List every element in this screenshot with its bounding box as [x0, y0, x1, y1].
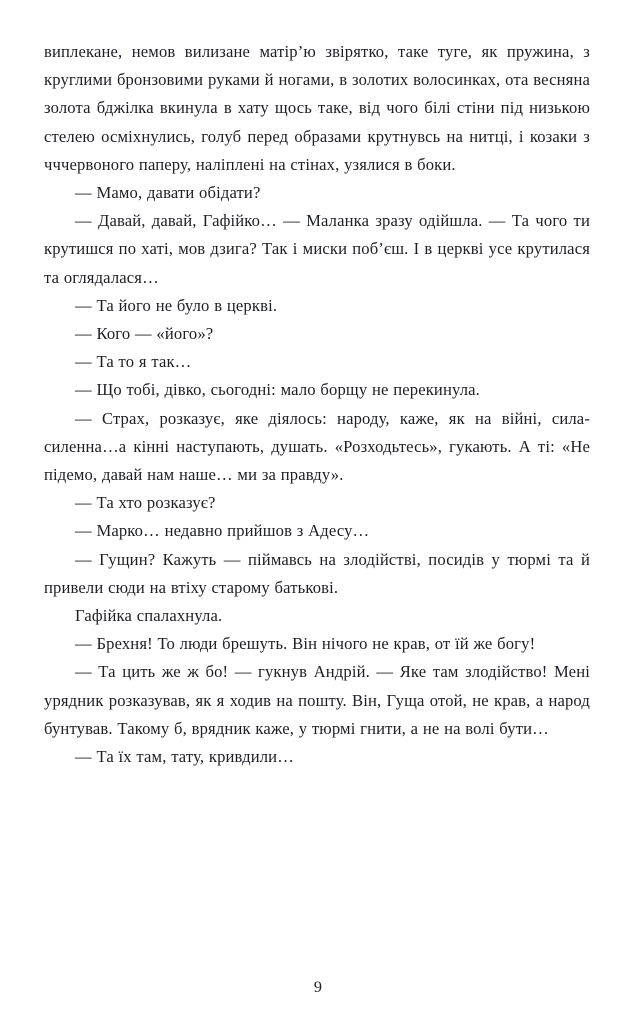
paragraph: — Страх, розказує, яке діялось: народу, каже, як на війні, сила-силенна…а кінні наступають, душать. «Розходьтесь», гукають. А ті: «Не підемо, давай нам наше… ми за правду».: [44, 408, 590, 485]
paragraph: — Брехня! То люди брешуть. Він нічого не крав, от їй же богу!: [75, 634, 536, 654]
paragraph: — Гущин? Кажуть — піймавсь на злодійстві, посидів у тюрмі та й привели сюди на втіху старому батькові.: [44, 549, 590, 597]
paragraph: — Що тобі, дівко, сьогодні: мало борщу не перекинула.: [75, 380, 480, 400]
paragraph: Гафійка спалахнула.: [75, 606, 223, 626]
paragraph: — Кого — «його»?: [75, 324, 214, 344]
page-number: 9: [313, 978, 323, 996]
paragraph: — Марко… недавно прийшов з Адесу…: [75, 521, 370, 541]
paragraph: — Та їх там, тату, кривдили…: [75, 747, 294, 767]
paragraph: — Та хто розказує?: [75, 493, 216, 513]
paragraph: — Мамо, давати обідати?: [75, 183, 261, 203]
paragraph: — Та його не було в церкві.: [75, 295, 278, 315]
paragraph: — Та цить же ж бо! — гукнув Андрій. — Яке там злодійство! Мені урядник розказував, як я ходив на пошту. Він, Гуща отой, не крав, а народ бунтував. Такому б, врядник каже, у тюрмі гнити, а не на волі бути…: [44, 662, 590, 738]
paragraph: — Давай, давай, Гафійко… — Маланка зразу одійшла. — Та чого ти крутишся по хаті, мов дзига? Так і миски поб’єш. І в церкві усе крутилася та оглядалася…: [44, 211, 590, 287]
page-body: [44, 38, 590, 771]
paragraph: — Та то я так…: [75, 352, 192, 372]
paragraph: виплекане, немов вилизане матір’ю звірятко, таке туге, як пружина, з круглими бронзовими руками й ногами, в золотих волосинках, ота весняна золота бджілка вкинула в хату щось таке, від чого білі стіни під низькою стелею осміхнулись, голуб перед образами крутнувсь на нитці, і козаки з чччервоного паперу, наліплені на стінах, узялися в боки.: [44, 42, 590, 174]
